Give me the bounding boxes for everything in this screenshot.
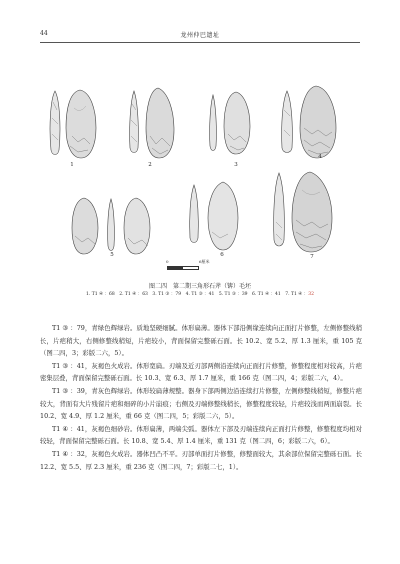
- running-title: 龙州仲巴遗址: [180, 32, 220, 39]
- figure-subcaption-items: 1. T1 ④ ：68 2. T1 ④ ：63 3. T1 ③ ：79 4. T1 ③ ：41 5. T1 ③ ：39 6. T1 ④ ：41 7. T1 ④ ：: [86, 292, 309, 297]
- figure-caption: 图二四 第二期三角形石斧（锛）毛坯: [148, 283, 251, 290]
- tool-3-face-view: [222, 90, 252, 156]
- page-number: 44: [40, 30, 48, 37]
- scale-unit: 6厘米: [199, 259, 210, 264]
- scale-bar: [166, 259, 210, 272]
- tool-4-face-view: [298, 84, 338, 160]
- figure-label-3: 3: [234, 162, 238, 168]
- figure-label-4: 4: [318, 154, 322, 160]
- tool-4-side-view: [280, 90, 294, 156]
- scale-bar-graphic: [167, 266, 199, 270]
- body-text: [40, 322, 362, 473]
- paragraph-4: T1 ④ ：41，灰褐色细砂岩。体形扁薄，两端尖弧。器体左下部及刃端连续向正面打片修整，修整程度均相对较轻，背面保留完整砾石面。长 10.8、宽 5.4、厚 1.4 厘米，重 131 克（图二四，6；彩版二六，6）。: [40, 424, 362, 446]
- tool-3-side-view: [208, 94, 218, 154]
- figure-stone-tools: [40, 72, 360, 272]
- tool-2-side-view: [128, 90, 140, 156]
- figure-label-6: 6: [220, 252, 224, 258]
- figure-subcaption-tail: 32: [308, 292, 314, 297]
- scale-zero: 0: [166, 259, 169, 264]
- tool-5-face-view: [70, 196, 100, 256]
- tool-6-side-view: [188, 184, 200, 246]
- header-rule: [40, 42, 360, 43]
- tool-7-face-view: [290, 170, 334, 254]
- tool-1-side-view: [48, 90, 62, 158]
- figure-subcaption: [40, 291, 360, 297]
- tool-7-side-view: [272, 172, 286, 250]
- paragraph-1: T1 ③ ：79，青绿色辉绿岩。质地坚硬细腻。体形扁薄。器体下部沿侧缘连续向正面打片修整，左侧修整线稍长，片疤稍大，右侧修整线稍短，片疤较小，背面保留完整砾石面。长 10.2、宽 5.2、厚 1.3 厘米，重 105 克（图二四，3；彩版二六，5）。: [40, 324, 362, 358]
- paragraph-2: T1 ③ ：41，灰褐色火成岩。体形宽扁。刃端及近刃部两侧沿连续向正面打片修整，修整程度相对较高，片疤密集层叠，背面保留完整砾石面。长 10.3、宽 6.3、厚 1.7 厘米，重 166 克（图二四，4；彩版二六，4）。: [40, 361, 362, 383]
- figure-label-1: 1: [70, 162, 74, 168]
- tool-2-face-view: [144, 86, 176, 160]
- paragraph-5: T1 ④ ：32，灰褐色火成岩。器体凹凸不平。刃部单面打片修整，修整面较大，其余部位保留完整砾石面。长 12.2、宽 5.5、厚 2.3 厘米，重 236 克（图二四，7；彩版二七，1）。: [40, 449, 362, 471]
- tool-5-face-view-2: [122, 196, 152, 256]
- tool-1-face-view: [64, 88, 98, 160]
- figure-label-7: 7: [310, 254, 314, 260]
- page-header: [40, 30, 360, 42]
- tool-6-face-view: [206, 180, 240, 252]
- figure-label-2: 2: [148, 162, 152, 168]
- paragraph-3: T1 ③ ：39，青灰色辉绿岩。体形较扁薄规整。器身下部两侧边沿连续打片修整，左侧修整线稍短，修整片疤较大，背面有大片残留片疤和细碎的小片崩痕；右侧及刃端修整线稍长，修整程度较轻，片疤较浅而两面崩裂。长 10.2、宽 4.9、厚 1.2 厘米，重 66 克（图二四，5；彩版二六，5）。: [40, 386, 362, 421]
- tool-5-side-view: [106, 198, 116, 254]
- figure-label-5: 5: [110, 252, 114, 258]
